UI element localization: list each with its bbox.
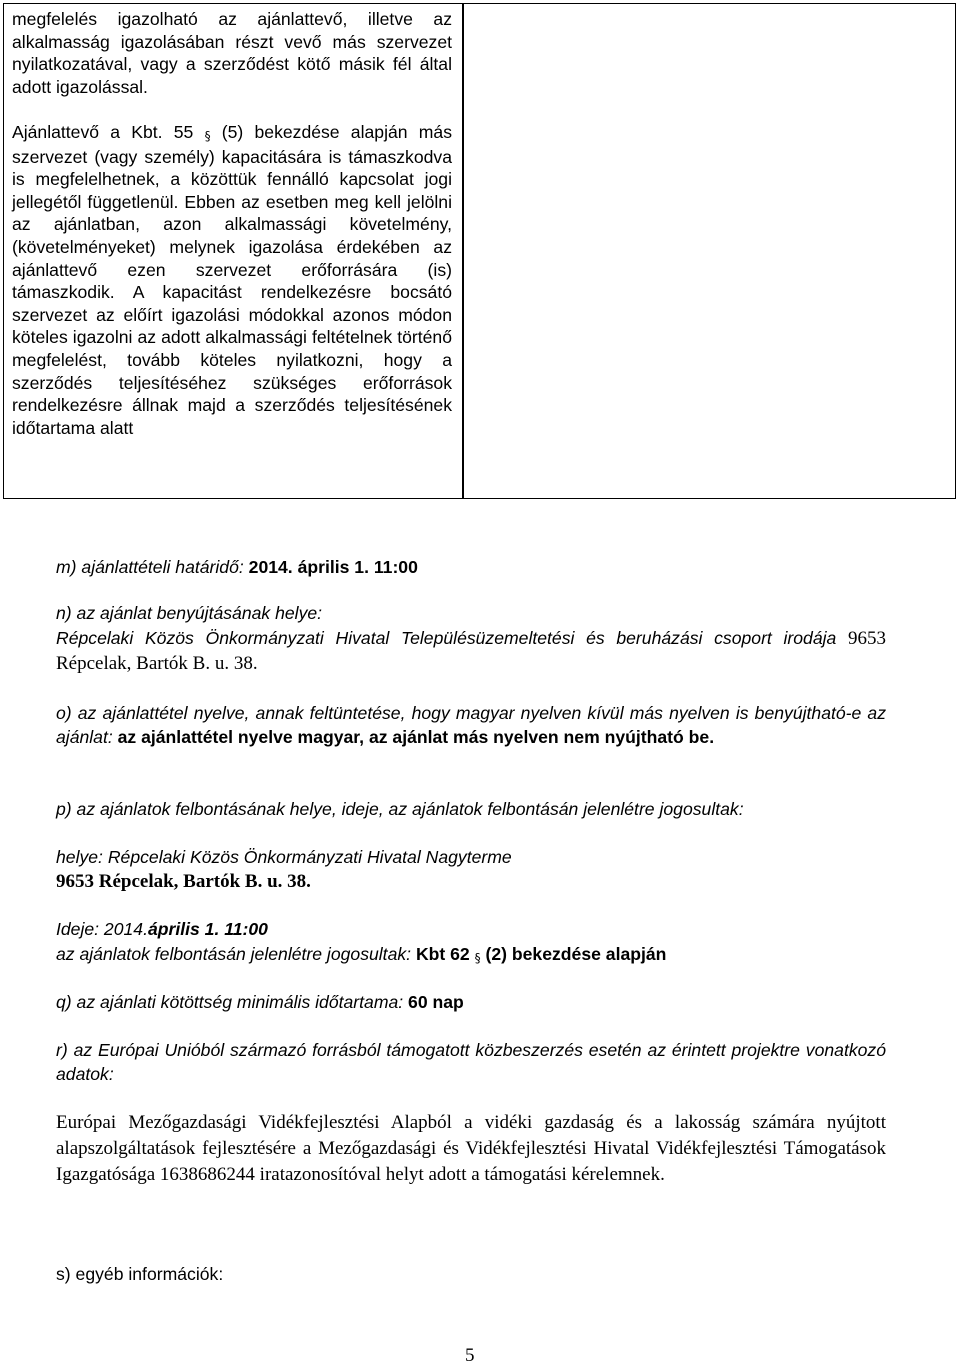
section-p-attendees-label: az ajánlatok felbontásán jelenlétre jogosultak: xyxy=(56,944,416,964)
section-sign: § xyxy=(474,951,481,965)
section-s-label: s) egyéb információk: xyxy=(56,1264,224,1284)
section-p-time-value: április 1. 11:00 xyxy=(147,919,268,939)
section-p-attendees-value-b: (2) bekezdése alapján xyxy=(485,944,667,964)
section-o-value: az ajánlattétel nyelve magyar, az ajánlat más nyelven nem nyújtható be. xyxy=(117,727,715,747)
section-n-place-text: Répcelaki Közös Önkormányzati Hivatal Településüzemeltetési és beruházási csoport irodája xyxy=(56,628,848,648)
section-p-attendees-value-a: Kbt 62 xyxy=(415,944,470,964)
section-r-label: r) az Európai Unióból származó forrásból támogatott közbeszerzés esetén az érintett projektre vonatkozó adatok: xyxy=(56,1040,886,1084)
table-column-divider xyxy=(462,4,464,498)
section-q-value: 60 nap xyxy=(408,992,464,1012)
section-p-time-label: Ideje: 2014. xyxy=(56,919,148,939)
section-p-place: helye: Répcelaki Közös Önkormányzati Hivatal Nagyterme xyxy=(56,847,512,867)
section-p-label: p) az ajánlatok felbontásának helye, ideje, az ajánlatok felbontásán jelenlétre jogosultak: xyxy=(56,799,744,819)
section-p-attendees xyxy=(56,942,886,968)
section-n-label: n) az ajánlat benyújtásának helye: xyxy=(56,603,323,623)
section-r-text: Európai Mezőgazdasági Vidékfejlesztési Alapból a vidéki gazdaság és a lakosság számára nyújtott alapszolgáltatások fejlesztésére a Mezőgazdasági és Vidékfejlesztési Hivatal Vidékfejlesztési Támogatások Igazgatósága 1638686244 iratazonosítóval helyt adott a támogatási kérelemnek. xyxy=(56,1112,886,1185)
section-n-address: 9653 Répcelak, Bartók B. u. 38. xyxy=(56,628,886,674)
table-paragraph-1: megfelelés igazolható az ajánlattevő, illetve az alkalmasság igazolásában részt vevő más szervezet nyilatkozatával, vagy a szerződést kötő másik fél által adott igazolással. xyxy=(12,9,452,97)
section-n-place xyxy=(56,626,886,676)
section-m xyxy=(56,555,886,579)
section-p-time xyxy=(56,917,886,941)
section-q-label: q) az ajánlati kötöttség minimális időtartama: xyxy=(56,992,409,1012)
section-o xyxy=(56,701,886,749)
criteria-table xyxy=(3,3,956,499)
section-sign: § xyxy=(204,128,211,143)
table-left-cell xyxy=(12,8,452,439)
section-o-label: o) az ajánlattétel nyelve, annak feltüntetése, hogy magyar nyelven kívül más nyelven is benyújtható-e az ajánlat: xyxy=(56,703,886,747)
page-number: 5 xyxy=(465,1345,475,1366)
section-m-value: 2014. április 1. 11:00 xyxy=(248,557,418,577)
table-paragraph-2-start: Ajánlattevő a Kbt. 55 xyxy=(12,121,194,142)
section-m-label: m) ajánlattételi határidő: xyxy=(56,557,249,577)
table-paragraph-2-rest: (5) bekezdése alapján más szervezet (vagy személy) kapacitására is támaszkodva is megfelelhetnek, a közöttük fennálló kapcsolat jogi jellegétől függetlenül. Ebben az esetben meg kell jelölni az ajánlatban, azon alkalmassági követelmény, (követelményeket) melynek igazolása érdekében az ajánlattevő ezen szervezet erőforrására (is) támaszkodik. A kapacitást rendelkezésre bocsátó szervezet az előírt igazolási módokkal azonos módon köteles igazolni az adott alkalmassági feltételnek történő megfelelést, tovább köteles nyilatkozni, hogy a szerződés teljesítéséhez szükséges erőforrások rendelkezésre állnak majd a szerződés teljesítésének időtartama alatt xyxy=(12,121,452,438)
section-q xyxy=(56,990,886,1014)
table-paragraph-2 xyxy=(12,121,452,439)
section-p-address: 9653 Répcelak, Bartók B. u. 38. xyxy=(56,871,311,892)
